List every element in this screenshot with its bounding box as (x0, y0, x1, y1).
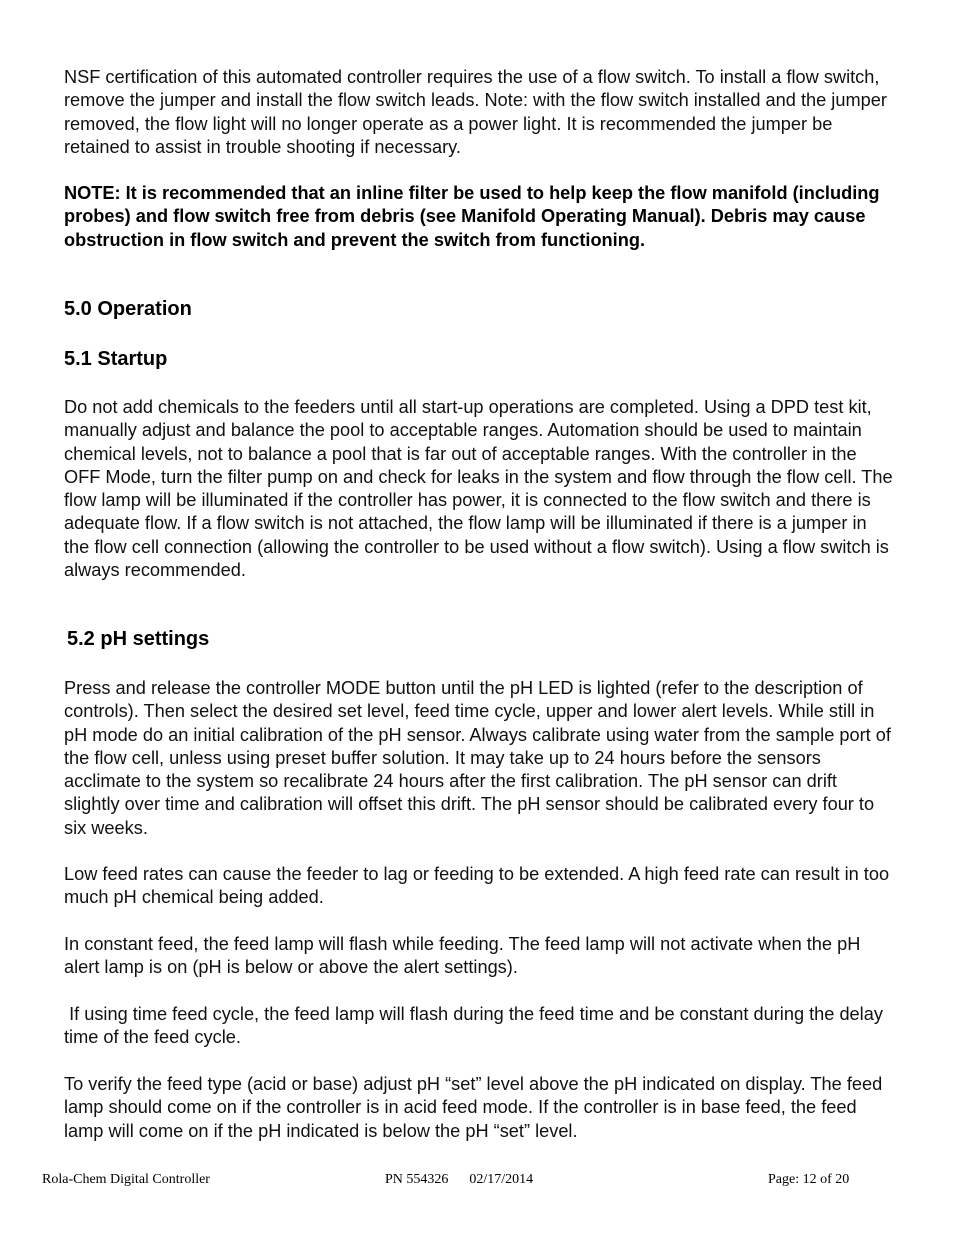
paragraph-feed-rates: Low feed rates can cause the feeder to lag or feeding to be extended. A high feed rate can result in too much pH chemical being added. (64, 864, 890, 908)
paragraph-time-feed: If using time feed cycle, the feed lamp will flash during the feed time and be constant during the delay time of the feed cycle. (64, 1004, 888, 1048)
paragraph-constant-feed: In constant feed, the feed lamp will flash while feeding. The feed lamp will not activate when the pH alert lamp is on (pH is below or above the alert settings). (64, 934, 861, 978)
footer-page-number: Page: 12 of 20 (768, 1172, 850, 1187)
heading-ph-settings: 5.2 pH settings (67, 628, 210, 650)
paragraph-feed-type: To verify the feed type (acid or base) adjust pH “set” level above the pH indicated on display. The feed lamp should come on if the controller is in acid feed mode. If the controller is in base feed, the feed lamp will come on if the pH indicated is below the pH “set” level. (64, 1074, 883, 1141)
heading-operation: 5.0 Operation (64, 298, 192, 320)
paragraph-ph-mode: Press and release the controller MODE button until the pH LED is lighted (refer to the description of controls). Then select the desired set level, feed time cycle, upper and lower alert levels. While still in pH mode do an initial calibration of the pH sensor. Always calibrate using water from the sample port of the flow cell, unless using preset buffer solution. It may take up to 24 hours before the sensors acclimate to the system so recalibrate 24 hours after the first calibration. The pH sensor can drift slightly over time and calibration will offset this drift. The pH sensor should be calibrated every four to six weeks. (64, 678, 891, 838)
footer-part-number-date: PN 554326 02/17/2014 (385, 1172, 534, 1187)
footer-title: Rola-Chem Digital Controller (42, 1172, 210, 1187)
note-inline-filter: NOTE: It is recommended that an inline filter be used to help keep the flow manifold (including probes) and flow switch free from debris (see Manifold Operating Manual). Debris may cause obstruction in flow switch and prevent the switch from functioning. (64, 183, 880, 250)
heading-startup: 5.1 Startup (64, 348, 168, 370)
paragraph-flow-switch: NSF certification of this automated controller requires the use of a flow switch. To install a flow switch, remove the jumper and install the flow switch leads. Note: with the flow switch installed and the jumper removed, the flow light will no longer operate as a power light. It is recommended the jumper be retained to assist in trouble shooting if necessary. (64, 67, 887, 157)
paragraph-startup: Do not add chemicals to the feeders until all start-up operations are completed. Using a DPD test kit, manually adjust and balance the pool to acceptable ranges. Automation should be used to maintain chemical levels, not to balance a pool that is far out of acceptable ranges. With the controller in the OFF Mode, turn the filter pump on and check for leaks in the system and flow through the flow cell. The flow lamp will be illuminated if the controller has power, it is connected to the flow switch and there is adequate flow. If a flow switch is not attached, the flow lamp will be illuminated if there is a jumper in the flow cell connection (allowing the controller to be used without a flow switch). Using a flow switch is always recommended. (64, 397, 893, 581)
